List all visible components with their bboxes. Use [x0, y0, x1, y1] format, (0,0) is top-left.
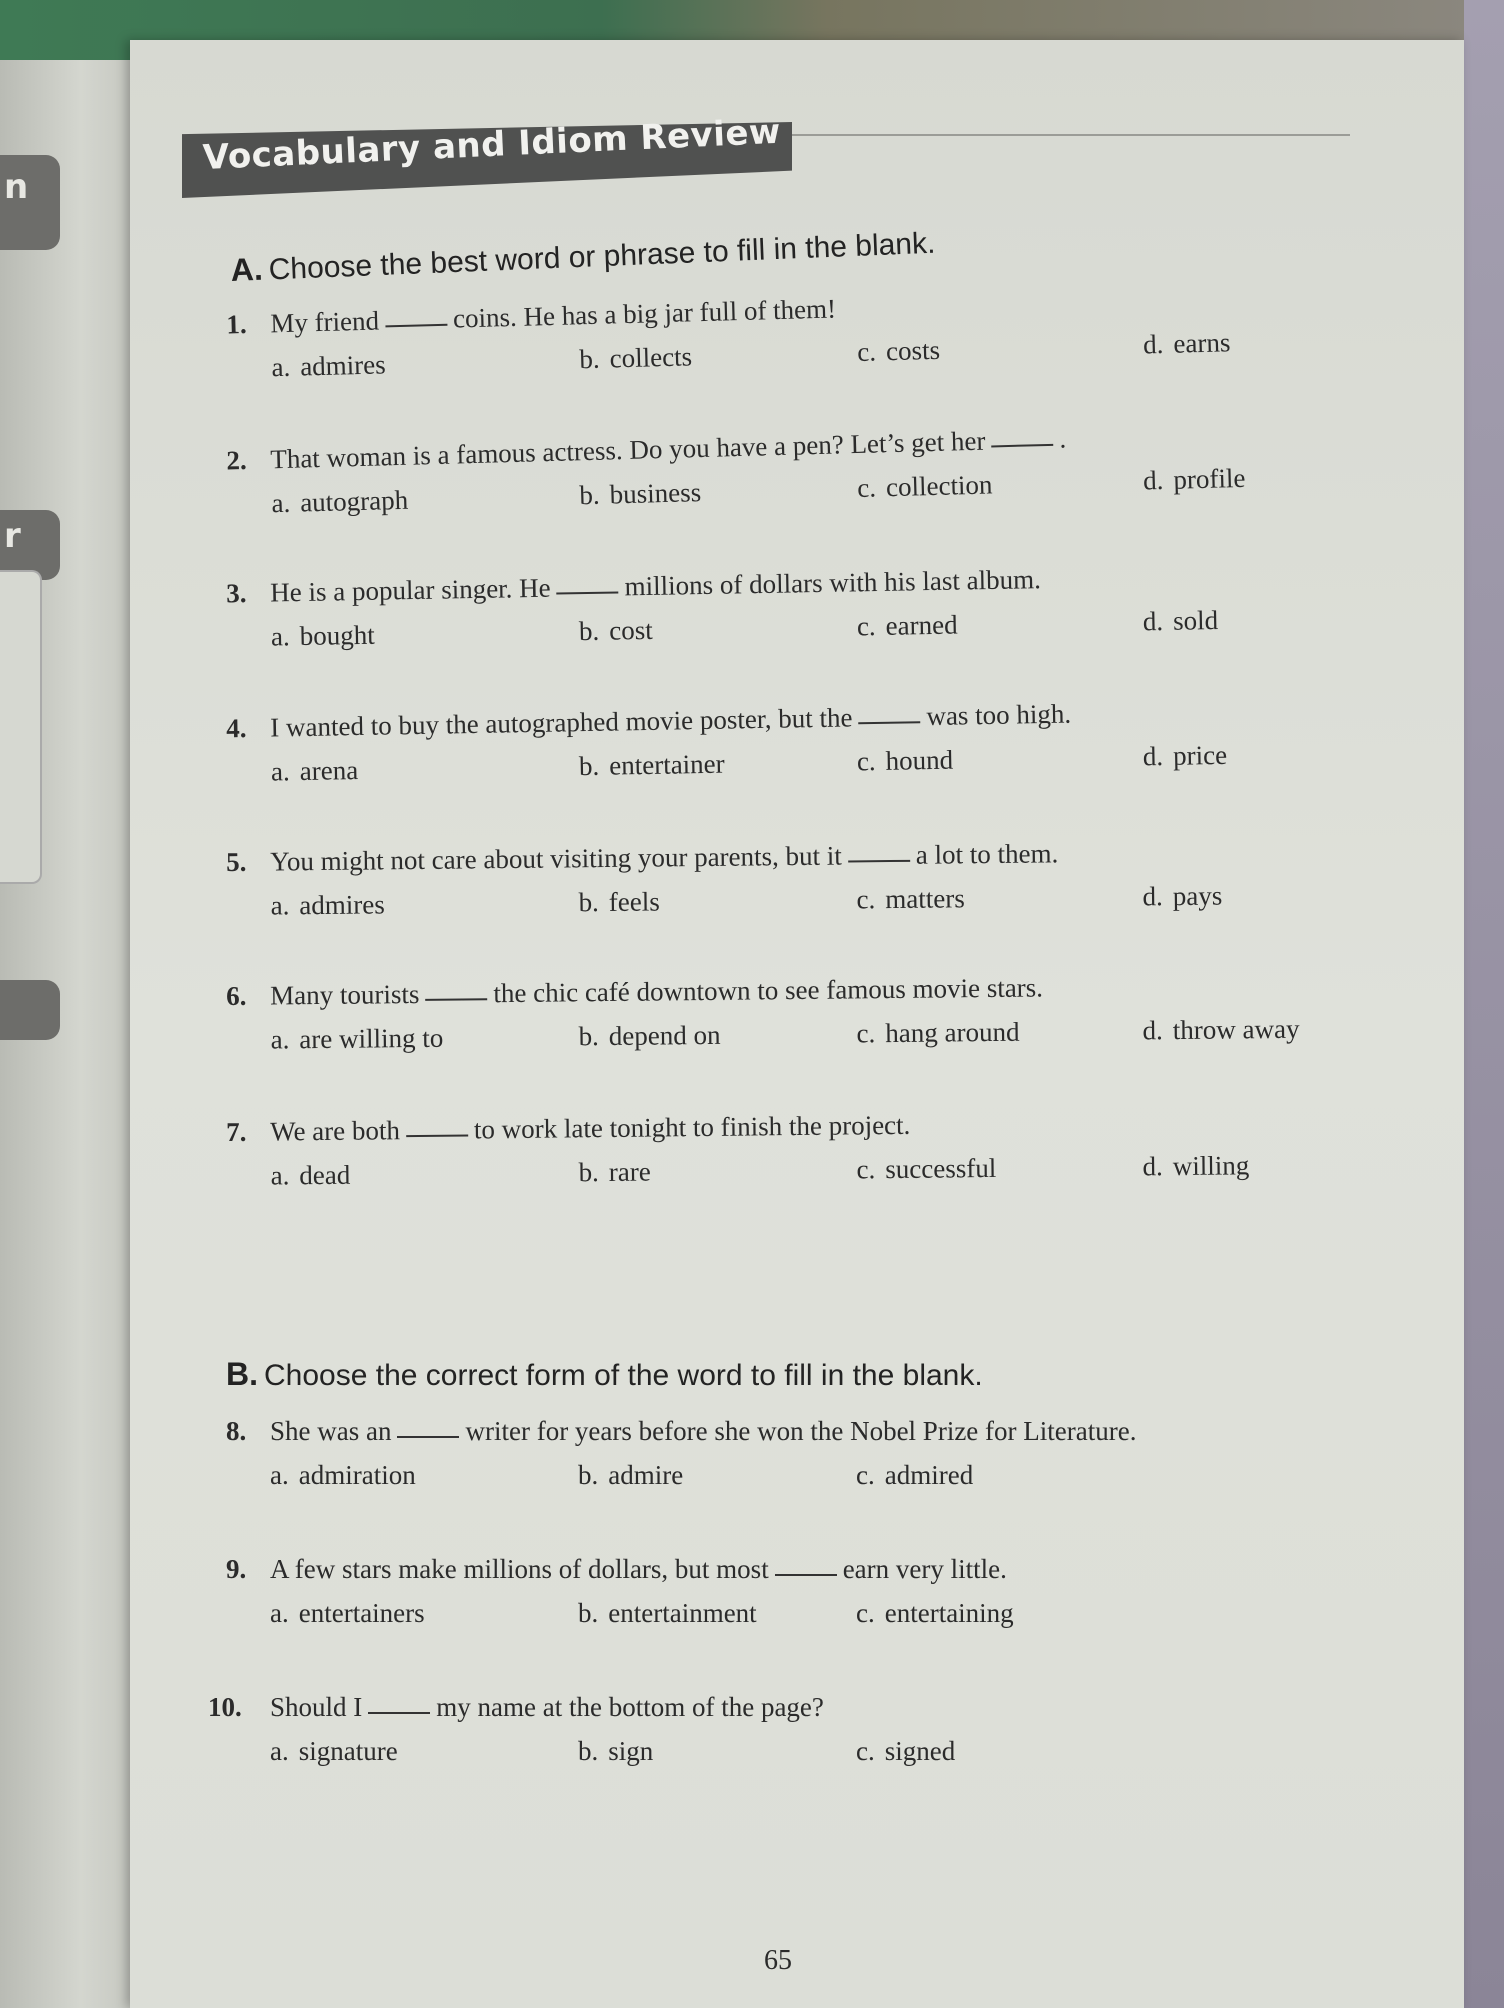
stem-after: millions of dollars with his last album.: [624, 564, 1042, 602]
adjacent-page-tab: [0, 980, 60, 1040]
question-number: 9.: [226, 1554, 247, 1584]
option-text: signature: [298, 1736, 398, 1766]
option-text: depend on: [608, 1019, 721, 1051]
question-number: 3.: [225, 577, 247, 609]
option-text: throw away: [1172, 1013, 1300, 1046]
background-cloth: [1464, 0, 1504, 2008]
option-letter: c.: [856, 472, 877, 503]
option-text: price: [1172, 739, 1228, 771]
question-stem: [226, 972, 1043, 1012]
option-text: costs: [885, 334, 941, 367]
option-text: business: [609, 477, 702, 510]
option-text: earns: [1173, 327, 1231, 359]
section-b-heading: [226, 1356, 983, 1393]
question-number: 10.: [208, 1692, 242, 1722]
page-title: Vocabulary and Idiom Review: [202, 111, 782, 178]
option-b: [579, 749, 725, 783]
option-text: hound: [885, 744, 954, 776]
option-text: arena: [299, 755, 359, 787]
option-a: [270, 1736, 398, 1767]
question-9: [130, 1554, 1464, 1664]
option-a: [270, 1023, 443, 1056]
stem-after: writer for years before she won the Nobel Prize for Literature.: [465, 1416, 1137, 1446]
question-stem: [226, 1416, 1136, 1447]
section-letter: B.: [226, 1356, 258, 1392]
option-text: profile: [1173, 462, 1246, 495]
option-letter: a.: [270, 1160, 290, 1191]
option-text: willing: [1172, 1150, 1250, 1182]
stem-after: the chic café downtown to see famous movie stars.: [493, 972, 1044, 1009]
option-text: entertainers: [298, 1598, 425, 1628]
question-6: [130, 968, 1465, 1092]
option-b: [578, 1460, 683, 1491]
question-number: 2.: [225, 444, 247, 476]
stem-after: .: [1058, 423, 1067, 454]
option-letter: c.: [856, 745, 876, 777]
option-text: pays: [1172, 880, 1223, 912]
option-letter: a.: [271, 351, 291, 383]
option-b: [578, 1020, 720, 1052]
option-b: [579, 615, 653, 647]
question-number: 7.: [225, 1116, 247, 1147]
option-letter: b.: [578, 1021, 599, 1052]
option-letter: a.: [271, 487, 291, 519]
section-a-heading: [230, 224, 936, 289]
question-2: [130, 413, 1466, 558]
option-b: [578, 1736, 653, 1767]
option-text: cost: [608, 614, 653, 646]
answer-blank: [425, 998, 487, 1001]
stem-before: You might not care about visiting your parents, but it: [269, 840, 842, 877]
question-stem: [226, 294, 836, 341]
option-text: admires: [299, 889, 385, 921]
option-letter: b.: [578, 615, 600, 647]
stem-before: I wanted to buy the autographed movie poster, but the: [269, 702, 853, 743]
option-text: entertaining: [884, 1598, 1014, 1628]
option-letter: d.: [1142, 881, 1163, 912]
option-text: feels: [608, 886, 660, 917]
answer-blank: [368, 1712, 430, 1714]
option-c: [857, 469, 993, 504]
question-1: [130, 277, 1466, 422]
answer-blank: [557, 591, 619, 594]
stem-before: We are both: [269, 1115, 401, 1147]
option-text: signed: [884, 1736, 956, 1766]
option-c: [856, 1736, 955, 1767]
question-stem: [226, 699, 1071, 745]
header-rule: [790, 134, 1350, 136]
option-text: are willing to: [299, 1022, 444, 1055]
option-d: [1143, 605, 1219, 637]
question-stem: [226, 1110, 910, 1148]
option-letter: b.: [578, 750, 600, 782]
option-text: matters: [885, 883, 965, 915]
stem-after: a lot to them.: [915, 838, 1059, 870]
option-letter: b.: [578, 479, 601, 511]
option-letter: d.: [1142, 464, 1164, 496]
question-stem: [208, 1692, 824, 1723]
workbook-page: [130, 40, 1464, 2008]
option-letter: c.: [856, 1598, 875, 1628]
section-instruction: Choose the best word or phrase to fill in the blank.: [268, 226, 936, 287]
stem-before: A few stars make millions of dollars, but most: [270, 1554, 769, 1584]
answer-blank: [385, 324, 447, 328]
option-d: [1142, 881, 1222, 913]
option-letter: d.: [1142, 740, 1164, 772]
option-letter: c.: [856, 1736, 875, 1766]
answer-blank: [991, 444, 1053, 448]
option-letter: c.: [856, 336, 877, 367]
option-a: [271, 485, 408, 520]
stem-before: She was an: [270, 1416, 392, 1446]
answer-blank: [848, 860, 910, 863]
option-b: [578, 1157, 651, 1189]
option-b: [579, 477, 702, 511]
option-a: [271, 620, 375, 653]
option-letter: b.: [578, 1157, 599, 1188]
option-text: admired: [884, 1460, 974, 1490]
question-3: [130, 557, 1466, 690]
option-c: [856, 1153, 996, 1185]
page-number: 65: [764, 1945, 792, 1976]
option-d: [1142, 1014, 1299, 1047]
option-letter: a.: [270, 756, 291, 787]
section-instruction: Choose the correct form of the word to fill in the blank.: [264, 1359, 983, 1392]
option-d: [1143, 463, 1246, 497]
option-d: [1143, 327, 1231, 360]
option-text: earned: [885, 609, 958, 641]
option-letter: a.: [270, 621, 291, 652]
answer-blank: [397, 1436, 459, 1438]
question-number: 5.: [225, 846, 247, 877]
option-b: [578, 1598, 757, 1629]
option-letter: c.: [856, 1154, 876, 1185]
option-text: sign: [608, 1736, 654, 1766]
option-letter: c.: [856, 610, 876, 642]
question-10: [130, 1692, 1464, 1802]
option-text: entertainment: [608, 1598, 757, 1628]
answer-blank: [775, 1574, 837, 1576]
option-b: [578, 886, 660, 918]
option-letter: d.: [1142, 605, 1164, 637]
option-letter: b.: [578, 1460, 599, 1490]
option-text: sold: [1172, 605, 1219, 636]
question-stem: [226, 1554, 1007, 1585]
option-b: [579, 341, 692, 375]
option-text: entertainer: [608, 748, 725, 781]
option-c: [857, 745, 954, 778]
question-number: 8.: [226, 1416, 247, 1446]
option-letter: c.: [856, 884, 876, 915]
option-letter: d.: [1142, 1015, 1163, 1046]
option-letter: b.: [578, 343, 601, 375]
option-text: hang around: [885, 1016, 1020, 1049]
option-a: [270, 1598, 425, 1629]
option-letter: a.: [270, 1736, 289, 1766]
option-text: bought: [299, 619, 376, 652]
stem-before: That woman is a famous actress. Do you have a pen? Let’s get her: [269, 425, 986, 475]
stem-before: He is a popular singer. He: [269, 572, 551, 608]
option-c: [856, 883, 965, 915]
option-letter: a.: [270, 1598, 289, 1628]
option-c: [856, 1017, 1019, 1050]
stem-before: My friend: [269, 305, 380, 339]
option-text: collection: [885, 469, 993, 503]
adjacent-page-box: [0, 570, 42, 884]
adjacent-page: [0, 60, 135, 2008]
option-letter: c.: [856, 1018, 876, 1049]
option-text: dead: [299, 1159, 351, 1191]
option-c: [857, 335, 941, 368]
option-a: [270, 1160, 350, 1192]
stem-after: earn very little.: [842, 1554, 1007, 1584]
option-a: [271, 349, 386, 383]
question-stem: [226, 423, 1067, 476]
option-letter: b.: [578, 1736, 599, 1766]
option-a: [270, 1460, 416, 1491]
option-d: [1143, 740, 1228, 772]
question-number: 6.: [225, 980, 247, 1011]
question-number: 1.: [225, 308, 247, 340]
stem-after: coins. He has a big jar full of them!: [452, 293, 837, 334]
answer-blank: [406, 1134, 468, 1137]
question-4: [130, 692, 1466, 825]
stem-after: to work late tonight to finish the project.: [473, 1109, 911, 1145]
option-a: [271, 755, 359, 788]
adjacent-page-glyph: n: [4, 167, 29, 207]
option-text: rare: [608, 1156, 651, 1187]
stem-before: Should I: [270, 1692, 363, 1722]
answer-blank: [859, 721, 921, 724]
option-text: admires: [299, 349, 387, 382]
adjacent-page-tab: [0, 155, 60, 250]
option-c: [856, 1598, 1014, 1629]
option-text: successful: [885, 1152, 997, 1185]
option-letter: d.: [1142, 1151, 1163, 1182]
question-stem: [226, 564, 1041, 609]
option-letter: a.: [270, 1024, 290, 1055]
stem-after: was too high.: [926, 698, 1072, 732]
section-letter: A.: [230, 250, 264, 288]
question-5: [130, 834, 1465, 958]
option-a: [270, 889, 385, 921]
adjacent-page-glyph: r: [4, 516, 21, 556]
option-c: [857, 610, 958, 643]
option-text: autograph: [299, 484, 409, 518]
option-c: [856, 1460, 973, 1491]
option-text: admiration: [298, 1460, 416, 1490]
stem-before: Many tourists: [269, 978, 420, 1011]
option-d: [1142, 1150, 1249, 1182]
option-letter: b.: [578, 1598, 599, 1628]
option-letter: d.: [1142, 328, 1164, 360]
option-text: collects: [609, 341, 693, 374]
stem-after: my name at the bottom of the page?: [436, 1692, 824, 1722]
question-8: [130, 1416, 1464, 1526]
option-letter: c.: [856, 1460, 875, 1490]
option-letter: a.: [270, 1460, 289, 1490]
option-text: admire: [608, 1460, 684, 1490]
question-stem: [226, 838, 1058, 878]
question-7: [130, 1104, 1465, 1228]
option-letter: a.: [270, 890, 290, 921]
question-number: 4.: [225, 712, 247, 744]
option-letter: b.: [578, 887, 599, 918]
